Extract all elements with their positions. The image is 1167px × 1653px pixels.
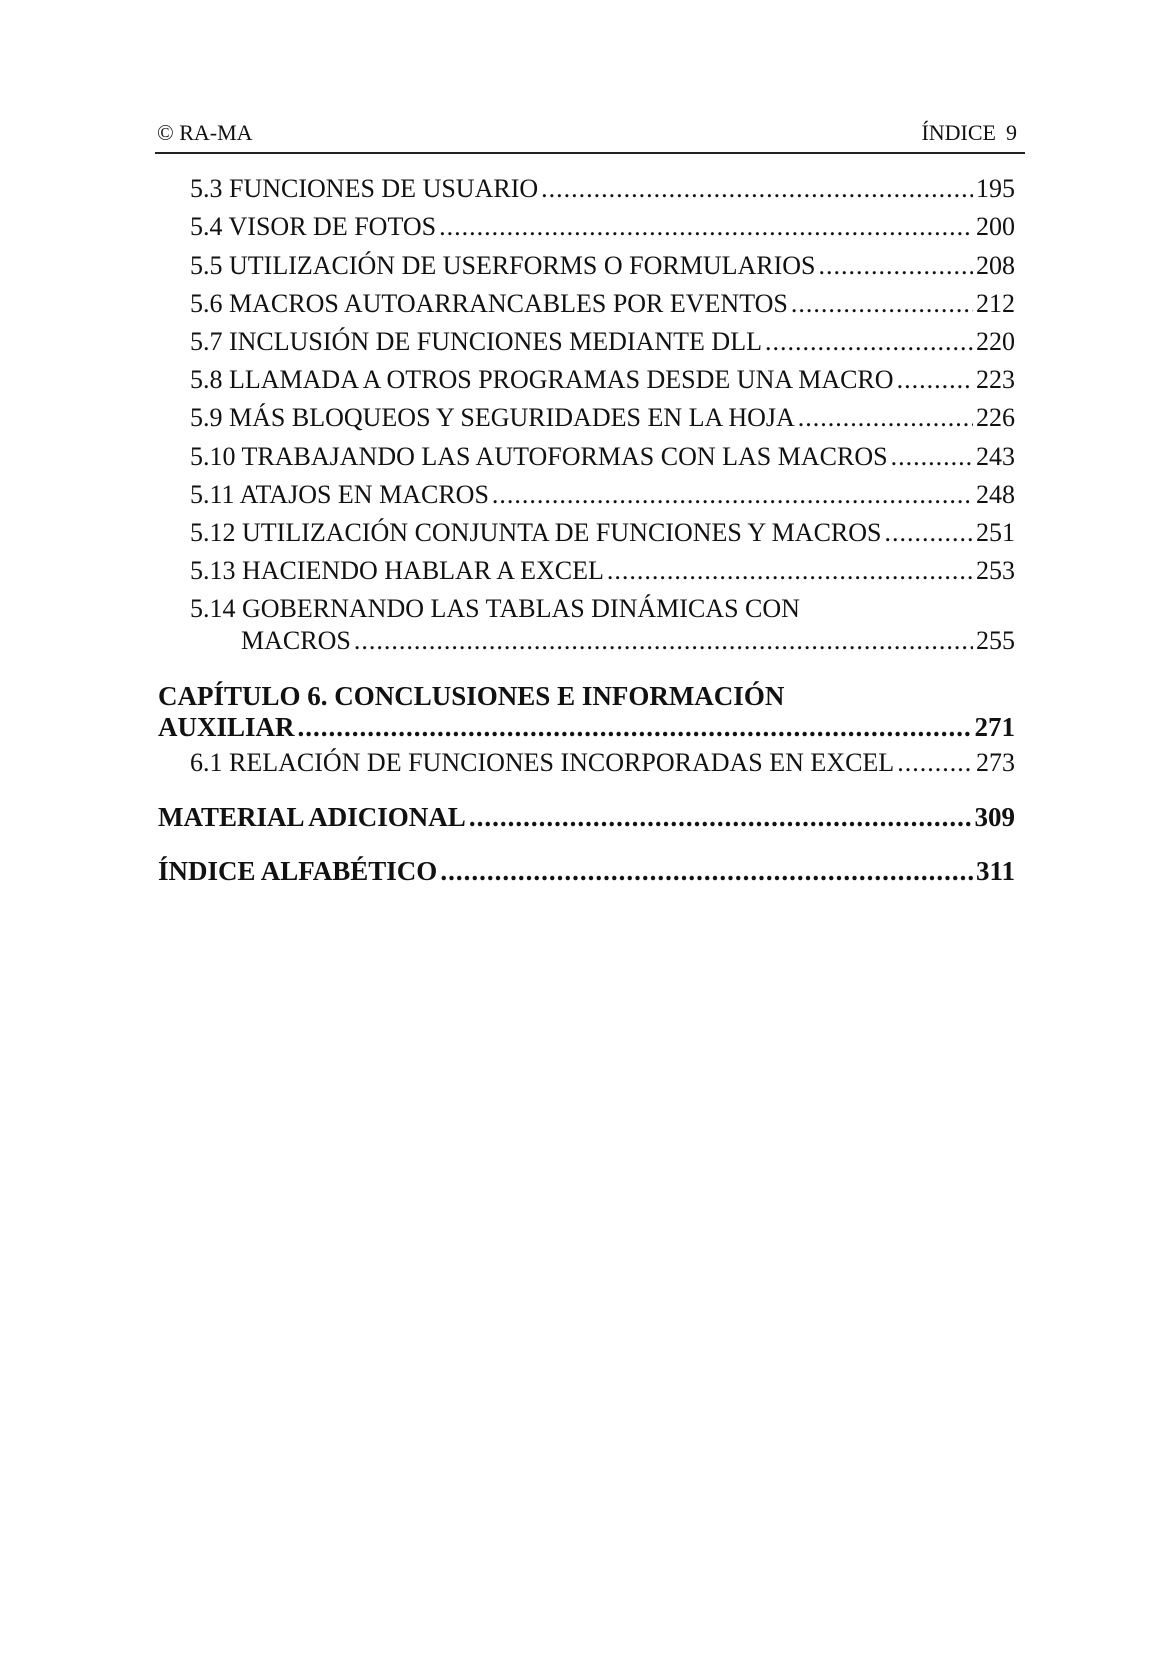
material-adicional-entry[interactable]	[158, 802, 1015, 832]
leader-dots	[897, 365, 973, 395]
leader-dots	[791, 289, 973, 319]
leader-dots	[492, 480, 973, 510]
toc-entry[interactable]	[190, 174, 1015, 204]
toc-entry-label: 5.7 INCLUSIÓN DE FUNCIONES MEDIANTE DLL	[190, 327, 762, 356]
toc-entry[interactable]	[190, 365, 1015, 395]
toc-entry-label: 5.4 VISOR DE FOTOS	[190, 212, 437, 241]
toc-entry[interactable]	[190, 748, 1015, 778]
toc-entry[interactable]	[190, 327, 1015, 357]
leader-dots	[891, 442, 973, 472]
toc-entry-page: 200	[976, 212, 1015, 241]
toc-entry-label: 5.3 FUNCIONES DE USUARIO	[190, 174, 539, 203]
leader-dots	[607, 556, 973, 586]
toc-entry[interactable]	[190, 480, 1015, 510]
toc-entry-page: 255	[976, 626, 1015, 655]
toc-entry-page: 208	[976, 251, 1015, 280]
toc-entry-page: 248	[976, 480, 1015, 509]
chapter-heading-line1[interactable]: CAPÍTULO 6. CONCLUSIONES E INFORMACIÓN	[158, 681, 785, 711]
section-page: 309	[974, 802, 1015, 832]
toc-entry[interactable]	[190, 289, 1015, 319]
toc-entry[interactable]	[190, 442, 1015, 472]
leader-dots	[439, 212, 973, 242]
leader-dots	[298, 712, 972, 742]
leader-dots	[819, 251, 974, 281]
toc-entry-label: 5.9 MÁS BLOQUEOS Y SEGURIDADES EN LA HOJA	[190, 403, 795, 432]
toc-entry-page: 251	[976, 518, 1015, 547]
toc-entry-label: 5.13 HACIENDO HABLAR A EXCEL	[190, 556, 604, 585]
section-label: MATERIAL ADICIONAL	[158, 802, 466, 832]
toc-entry-page: 212	[976, 289, 1015, 318]
toc-entry-page: 243	[976, 442, 1015, 471]
leader-dots	[798, 403, 973, 433]
toc-entry-wrapped-line2[interactable]	[241, 626, 1015, 656]
toc-entry-page: 220	[976, 327, 1015, 356]
toc-entry-page: 253	[976, 556, 1015, 585]
toc-entry-label: 5.6 MACROS AUTOARRANCABLES POR EVENTOS	[190, 289, 788, 318]
toc-entry-wrapped-line1[interactable]: 5.14 GOBERNANDO LAS TABLAS DINÁMICAS CON	[190, 594, 800, 623]
toc-entry[interactable]	[190, 403, 1015, 433]
toc-entry-label: 6.1 RELACIÓN DE FUNCIONES INCORPORADAS EN EXCEL	[190, 748, 895, 777]
toc-entry[interactable]	[190, 518, 1015, 548]
leader-dots	[885, 518, 973, 548]
toc-entry-page: 223	[976, 365, 1015, 394]
toc-entry-label: 5.11 ATAJOS EN MACROS	[190, 480, 489, 509]
leader-dots	[765, 327, 973, 357]
toc-entry-label: 5.12 UTILIZACIÓN CONJUNTA DE FUNCIONES Y MACROS	[190, 518, 882, 547]
toc-entry-label: 5.5 UTILIZACIÓN DE USERFORMS O FORMULARIOS	[190, 251, 816, 280]
toc-entry-label: MACROS	[241, 626, 351, 655]
indice-alfabetico-entry[interactable]	[158, 856, 1015, 886]
toc-entry[interactable]	[190, 556, 1015, 586]
chapter-heading-line2[interactable]	[158, 712, 1015, 742]
leader-dots	[541, 174, 973, 204]
chapter-label: AUXILIAR	[158, 712, 295, 742]
toc-entry-page: 273	[976, 748, 1015, 777]
header-page-number: 9	[1006, 120, 1017, 145]
copyright-publisher: © RA-MA	[157, 120, 253, 145]
toc-entry-page: 226	[976, 403, 1015, 432]
section-page: 311	[975, 856, 1015, 886]
toc-entry[interactable]	[190, 212, 1015, 242]
leader-dots	[469, 802, 972, 832]
section-label: ÍNDICE ALFABÉTICO	[158, 856, 438, 886]
chapter-page: 271	[974, 712, 1015, 742]
toc-entry-label: 5.10 TRABAJANDO LAS AUTOFORMAS CON LAS MACROS	[190, 442, 888, 471]
leader-dots	[897, 748, 973, 778]
leader-dots	[354, 626, 973, 656]
toc-entry-label: 5.8 LLAMADA A OTROS PROGRAMAS DESDE UNA MACRO	[190, 365, 894, 394]
header-section-title: ÍNDICE	[921, 120, 996, 145]
leader-dots	[440, 856, 973, 886]
toc-entry[interactable]	[190, 251, 1015, 281]
toc-entry-page: 195	[976, 174, 1015, 203]
